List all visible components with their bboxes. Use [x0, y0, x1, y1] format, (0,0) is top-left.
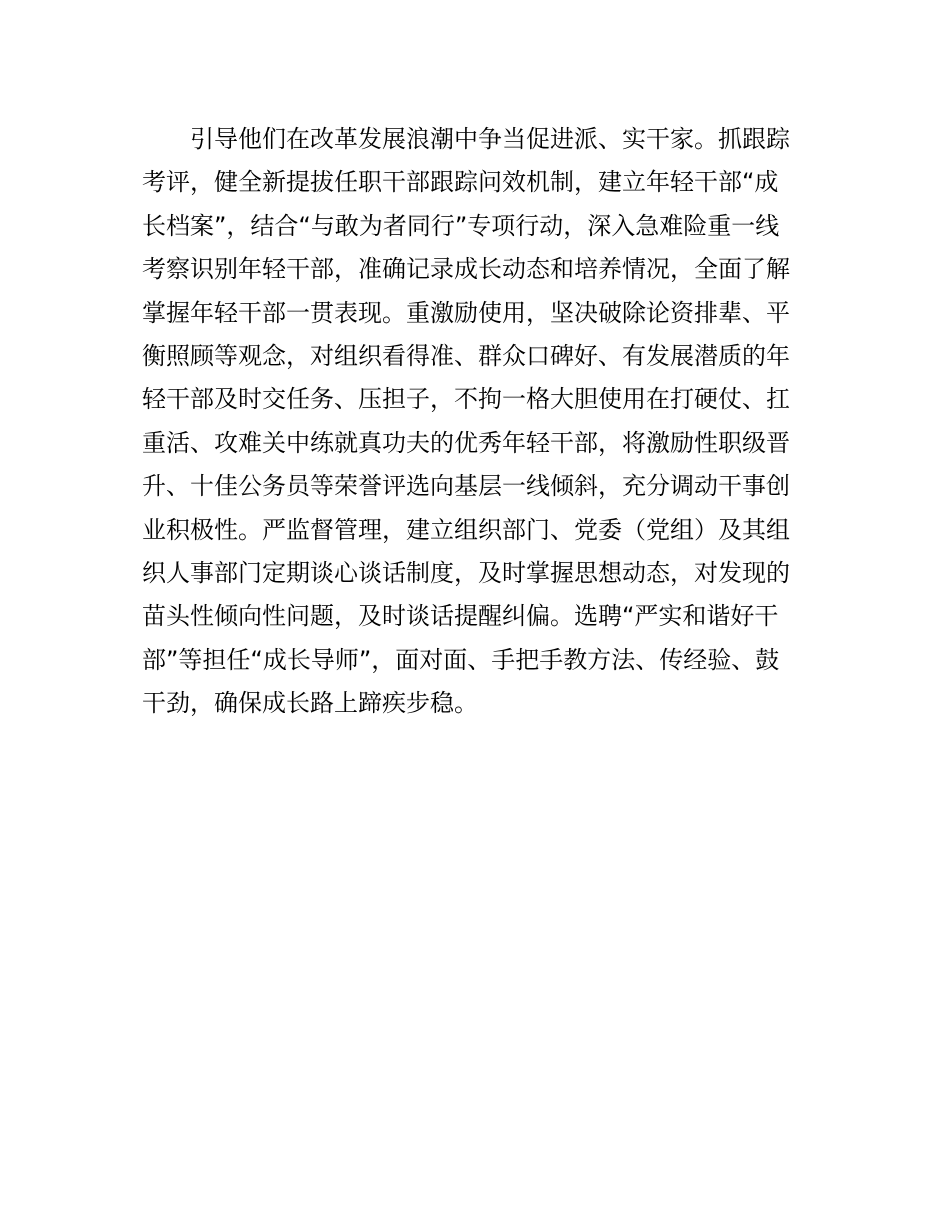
- paragraph-line: 长档案”，结合“与敢为者同行”专项行动，深入急难险重一线: [142, 211, 780, 240]
- paragraph-line: 引导他们在改革发展浪潮中争当促进派、实干家。抓跟踪: [190, 125, 790, 153]
- paragraph-line: 考评，健全新提拔任职干部跟踪问效机制，建立年轻干部“成: [142, 168, 779, 197]
- paragraph-line: 部”等担任“成长导师”，面对面、手把手教方法、传经验、鼓: [142, 645, 780, 674]
- paragraph: [142, 118, 812, 725]
- paragraph-line: 苗头性倾向性问题，及时谈话提醒纠偏。选聘“严实和谐好干: [142, 602, 779, 631]
- paragraph-line: 升、十佳公务员等荣誉评选向基层一线倾斜，充分调动干事创: [142, 472, 790, 501]
- paragraph-line: 轻干部及时交任务、压担子，不拘一格大胆使用在打硬仗、扛: [142, 385, 790, 414]
- paragraph-line: 掌握年轻干部一贯表现。重激励使用，坚决破除论资排辈、平: [142, 298, 790, 327]
- paragraph-line: 干劲，确保成长路上蹄疾步稳。: [142, 689, 478, 718]
- paragraph-line: 考察识别年轻干部，准确记录成长动态和培养情况，全面了解: [142, 255, 790, 284]
- paragraph-line: 衡照顾等观念，对组织看得准、群众口碑好、有发展潜质的年: [142, 341, 790, 370]
- paragraph-line: 重活、攻难关中练就真功夫的优秀年轻干部，将激励性职级晋: [142, 428, 790, 457]
- paragraph-line: 织人事部门定期谈心谈话制度，及时掌握思想动态，对发现的: [142, 558, 790, 587]
- paragraph-line: 业积极性。严监督管理，建立组织部门、党委（党组）及其组: [142, 515, 790, 544]
